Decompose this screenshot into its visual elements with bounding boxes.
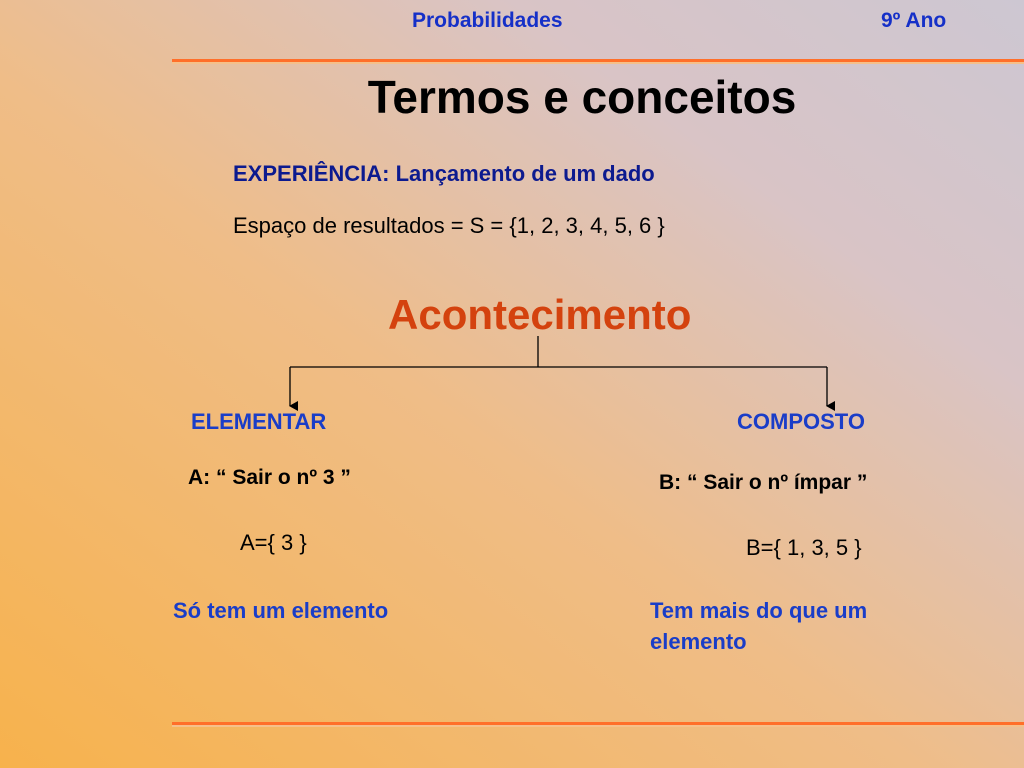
composto-set: B={ 1, 3, 5 }	[746, 535, 862, 560]
experience-text: EXPERIÊNCIA: Lançamento de um dado	[233, 161, 655, 186]
composto-example: B: “ Sair o nº ímpar ”	[659, 471, 868, 494]
header-grade: 9º Ano	[881, 9, 947, 32]
composto-note-line1: Tem mais do que um	[650, 598, 868, 623]
elementar-set: A={ 3 }	[240, 530, 307, 555]
composto-note	[650, 595, 867, 657]
header-subject: Probabilidades	[412, 9, 563, 32]
slide-title: Termos e conceitos	[367, 71, 797, 123]
elementar-note: Só tem um elemento	[173, 598, 389, 623]
event-heading: Acontecimento	[388, 291, 692, 338]
elementar-example: A: “ Sair o nº 3 ”	[188, 466, 351, 489]
sample-space-text: Espaço de resultados = S = {1, 2, 3, 4, 5, 6 }	[233, 213, 665, 238]
footer-divider	[172, 722, 1024, 725]
composto-note-line2: elemento	[650, 629, 747, 654]
composto-label: COMPOSTO	[737, 409, 865, 434]
elementar-label: ELEMENTAR	[191, 409, 327, 434]
